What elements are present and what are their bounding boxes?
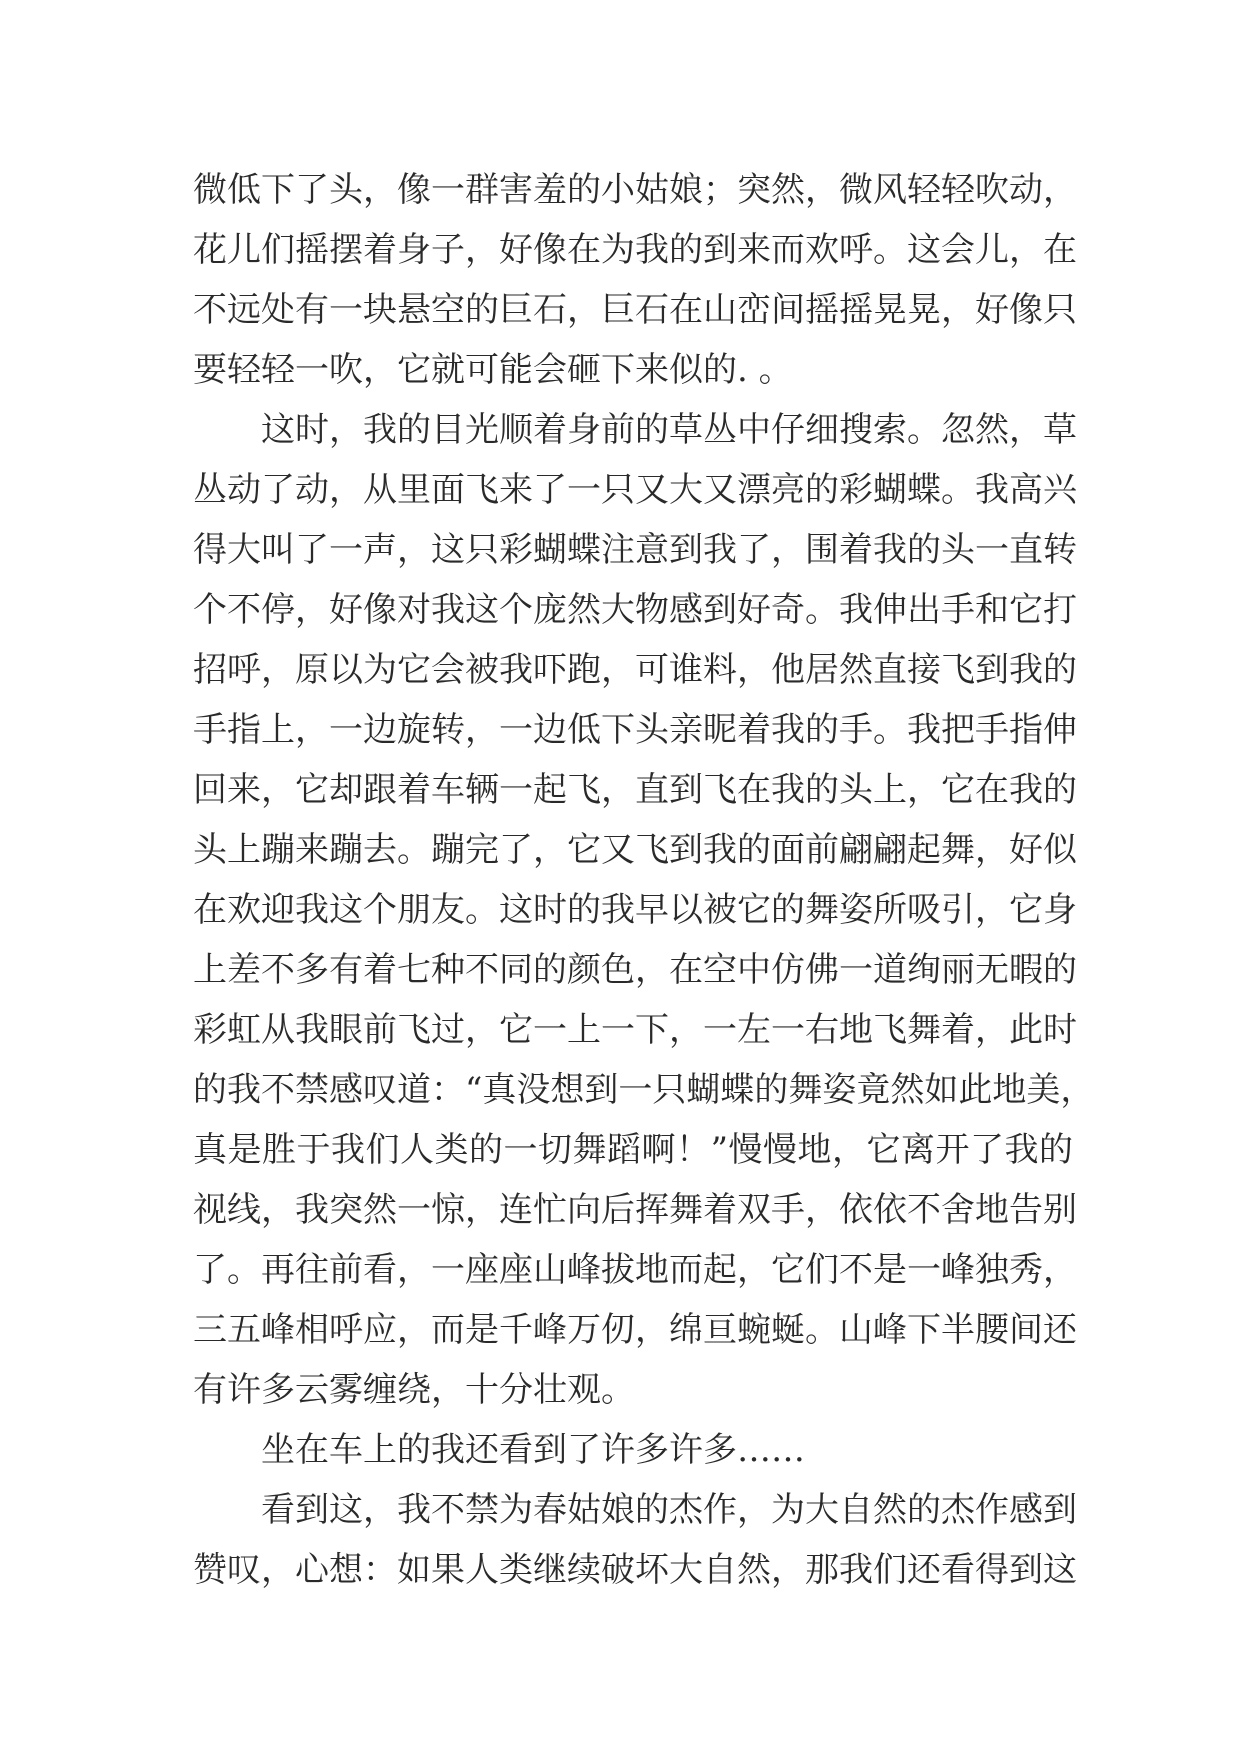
- text-line: 在欢迎我这个朋友。这时的我早以被它的舞姿所吸引，它身: [193, 890, 1077, 930]
- text-line: 视线，我突然一惊，连忙向后挥舞着双手，依依不舍地告别: [193, 1190, 1077, 1230]
- text-line: 三五峰相呼应，而是千峰万仞，绵亘蜿蜒。山峰下半腰间还: [193, 1310, 1077, 1350]
- text-line: 不远处有一块悬空的巨石，巨石在山峦间摇摇晃晃，好像只: [193, 290, 1077, 330]
- text-line: 回来，它却跟着车辆一起飞，直到飞在我的头上，它在我的: [193, 770, 1077, 810]
- paragraph-first-line: 看到这，我不禁为春姑娘的杰作，为大自然的杰作感到: [261, 1490, 1077, 1530]
- paragraph-first-line: 坐在车上的我还看到了许多许多……: [261, 1430, 805, 1470]
- document-body: [193, 160, 1095, 1600]
- text-line: 花儿们摇摆着身子，好像在为我的到来而欢呼。这会儿，在: [193, 230, 1077, 270]
- paragraph-first-line: 这时，我的目光顺着身前的草丛中仔细搜索。忽然，草: [261, 410, 1077, 450]
- text-line: 彩虹从我眼前飞过，它一上一下，一左一右地飞舞着，此时: [193, 1010, 1077, 1050]
- text-line: 有许多云雾缠绕，十分壮观。: [193, 1370, 635, 1410]
- text-line: 要轻轻一吹，它就可能会砸下来似的. 。: [193, 350, 793, 390]
- text-line: 个不停，好像对我这个庞然大物感到好奇。我伸出手和它打: [193, 590, 1077, 630]
- text-line: 招呼，原以为它会被我吓跑，可谁料，他居然直接飞到我的: [193, 650, 1077, 690]
- text-line: 微低下了头，像一群害羞的小姑娘；突然，微风轻轻吹动，: [193, 170, 1077, 210]
- text-line: 头上蹦来蹦去。蹦完了，它又飞到我的面前翩翩起舞，好似: [193, 830, 1077, 870]
- text-line: 真是胜于我们人类的一切舞蹈啊！”慢慢地，它离开了我的: [193, 1130, 1073, 1170]
- text-line: 手指上，一边旋转，一边低下头亲昵着我的手。我把手指伸: [193, 710, 1077, 750]
- text-line: 上差不多有着七种不同的颜色，在空中仿佛一道绚丽无暇的: [193, 950, 1077, 990]
- text-line: 赞叹，心想：如果人类继续破坏大自然，那我们还看得到这: [193, 1550, 1077, 1590]
- text-line: 丛动了动，从里面飞来了一只又大又漂亮的彩蝴蝶。我高兴: [193, 470, 1077, 510]
- text-line: 得大叫了一声，这只彩蝴蝶注意到我了，围着我的头一直转: [193, 530, 1077, 570]
- text-line: 的我不禁感叹道：“真没想到一只蝴蝶的舞姿竟然如此地美，: [193, 1070, 1095, 1110]
- text-line: 了。再往前看，一座座山峰拔地而起，它们不是一峰独秀，: [193, 1250, 1077, 1290]
